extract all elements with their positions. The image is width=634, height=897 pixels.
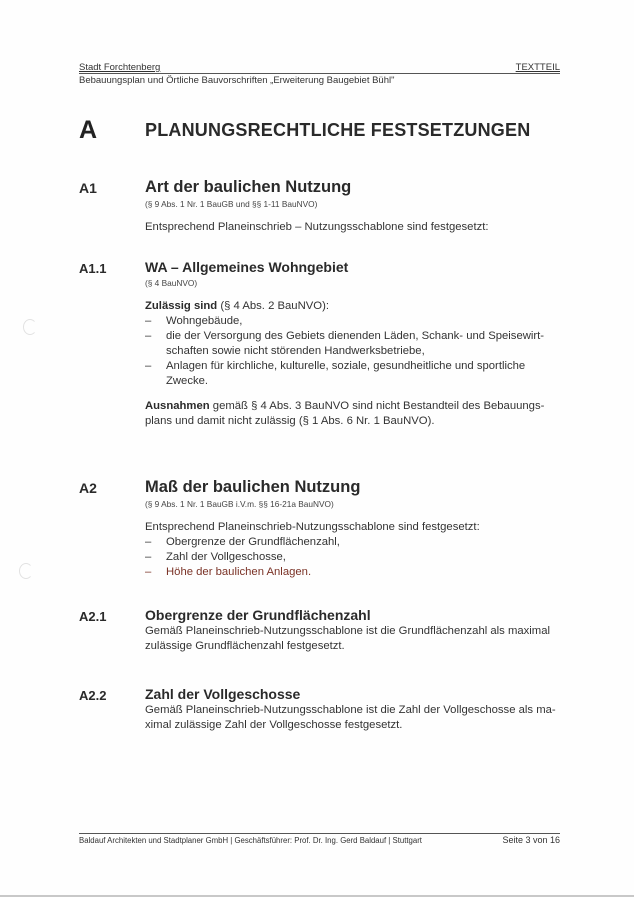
a2-text: Entsprechend Planeinschrieb-Nutzungsschablone sind festgesetzt: <box>145 521 480 533</box>
list-item <box>145 550 565 565</box>
punch-hole-mark <box>19 563 33 579</box>
a1-reference: (§ 9 Abs. 1 Nr. 1 BauGB und §§ 1-11 BauNVO) <box>145 199 318 209</box>
a1-1-allowed-list <box>145 314 565 389</box>
section-number: A <box>79 116 98 144</box>
dash-bullet: – <box>145 330 152 342</box>
section-title: PLANUNGSRECHTLICHE FESTSETZUNGEN <box>145 120 531 140</box>
footer-rule <box>79 833 560 834</box>
a2-2-text: Gemäß Planeinschrieb-Nutzungsschablone ist die Zahl der Vollgeschosse als ma-ximal zulässige Zahl der Vollgeschosse festgesetzt. <box>145 704 556 731</box>
allowed-ref: (§ 4 Abs. 2 BauNVO): <box>217 300 329 312</box>
a2-2-number: A2.2 <box>79 688 107 703</box>
dash-bullet: – <box>145 360 152 372</box>
list-item-text: Zahl der Vollgeschosse, <box>166 551 286 563</box>
a2-1-block <box>145 607 565 654</box>
a1-number: A1 <box>79 180 97 196</box>
a2-2-block <box>145 686 565 733</box>
list-item <box>145 535 565 550</box>
a2-1-text: Gemäß Planeinschrieb-Nutzungsschablone ist die Grundflächenzahl als maximal zulässige Grundflächenzahl festgesetzt. <box>145 625 551 652</box>
footer-company: Baldauf Architekten und Stadtplaner GmbH | Geschäftsführer: Prof. Dr. Ing. Gerd Baldauf | Stuttgart <box>79 836 422 845</box>
list-item <box>145 314 565 329</box>
a2-title: Maß der baulichen Nutzung <box>145 478 361 496</box>
list-item-text: Anlagen für kirchliche, kulturelle, soziale, gesundheitliche und sportliche Zwecke. <box>166 360 526 387</box>
header-rule <box>79 73 560 74</box>
exceptions-text: gemäß § 4 Abs. 3 BauNVO sind nicht Bestandteil des Bebauungs-plans und damit nicht zulässig (§ 1 Abs. 6 Nr. 1 BauNVO). <box>145 400 545 427</box>
header-city: Stadt Forchtenberg <box>79 62 161 73</box>
allowed-label: Zulässig sind <box>145 300 218 312</box>
list-item-text: Wohngebäude, <box>166 315 243 327</box>
a2-reference: (§ 9 Abs. 1 Nr. 1 BauGB i.V.m. §§ 16-21a BauNVO) <box>145 499 334 509</box>
list-item-text: Höhe der baulichen Anlagen. <box>166 566 312 578</box>
a2-block <box>145 478 565 580</box>
a2-1-number: A2.1 <box>79 609 107 624</box>
a1-1-reference: (§ 4 BauNVO) <box>145 278 198 288</box>
exceptions-label: Ausnahmen <box>145 400 210 412</box>
a1-text: Entsprechend Planeinschrieb – Nutzungsschablone sind festgesetzt: <box>145 221 489 233</box>
page-number: Seite 3 von 16 <box>502 835 560 845</box>
list-item-highlighted <box>145 565 565 580</box>
list-item <box>145 359 565 389</box>
a2-list <box>145 535 565 580</box>
a1-block <box>145 178 565 235</box>
dash-bullet: – <box>145 536 152 548</box>
punch-hole-mark <box>23 319 37 335</box>
list-item <box>145 329 565 359</box>
a1-title: Art der baulichen Nutzung <box>145 178 352 196</box>
a1-1-exceptions <box>145 399 565 429</box>
a1-1-title: WA – Allgemeines Wohngebiet <box>145 259 349 275</box>
dash-bullet: – <box>145 315 152 327</box>
a1-1-number: A1.1 <box>79 261 107 276</box>
a1-1-block <box>145 259 565 429</box>
dash-bullet: – <box>145 566 152 578</box>
a2-number: A2 <box>79 480 97 496</box>
dash-bullet: – <box>145 551 152 563</box>
list-item-text: Obergrenze der Grundflächenzahl, <box>166 536 340 548</box>
header-doc-type: TEXTTEIL <box>515 62 560 73</box>
list-item-text: die der Versorgung des Gebiets dienenden Läden, Schank- und Speisewirt-schaften sowie nicht störenden Handwerksbetriebe, <box>166 330 545 357</box>
a1-1-allowed-heading <box>145 299 565 314</box>
a2-2-title: Zahl der Vollgeschosse <box>145 686 301 702</box>
a2-1-title: Obergrenze der Grundflächenzahl <box>145 607 371 623</box>
header-subtitle: Bebauungsplan und Örtliche Bauvorschriften „Erweiterung Baugebiet Bühl" <box>79 75 395 86</box>
